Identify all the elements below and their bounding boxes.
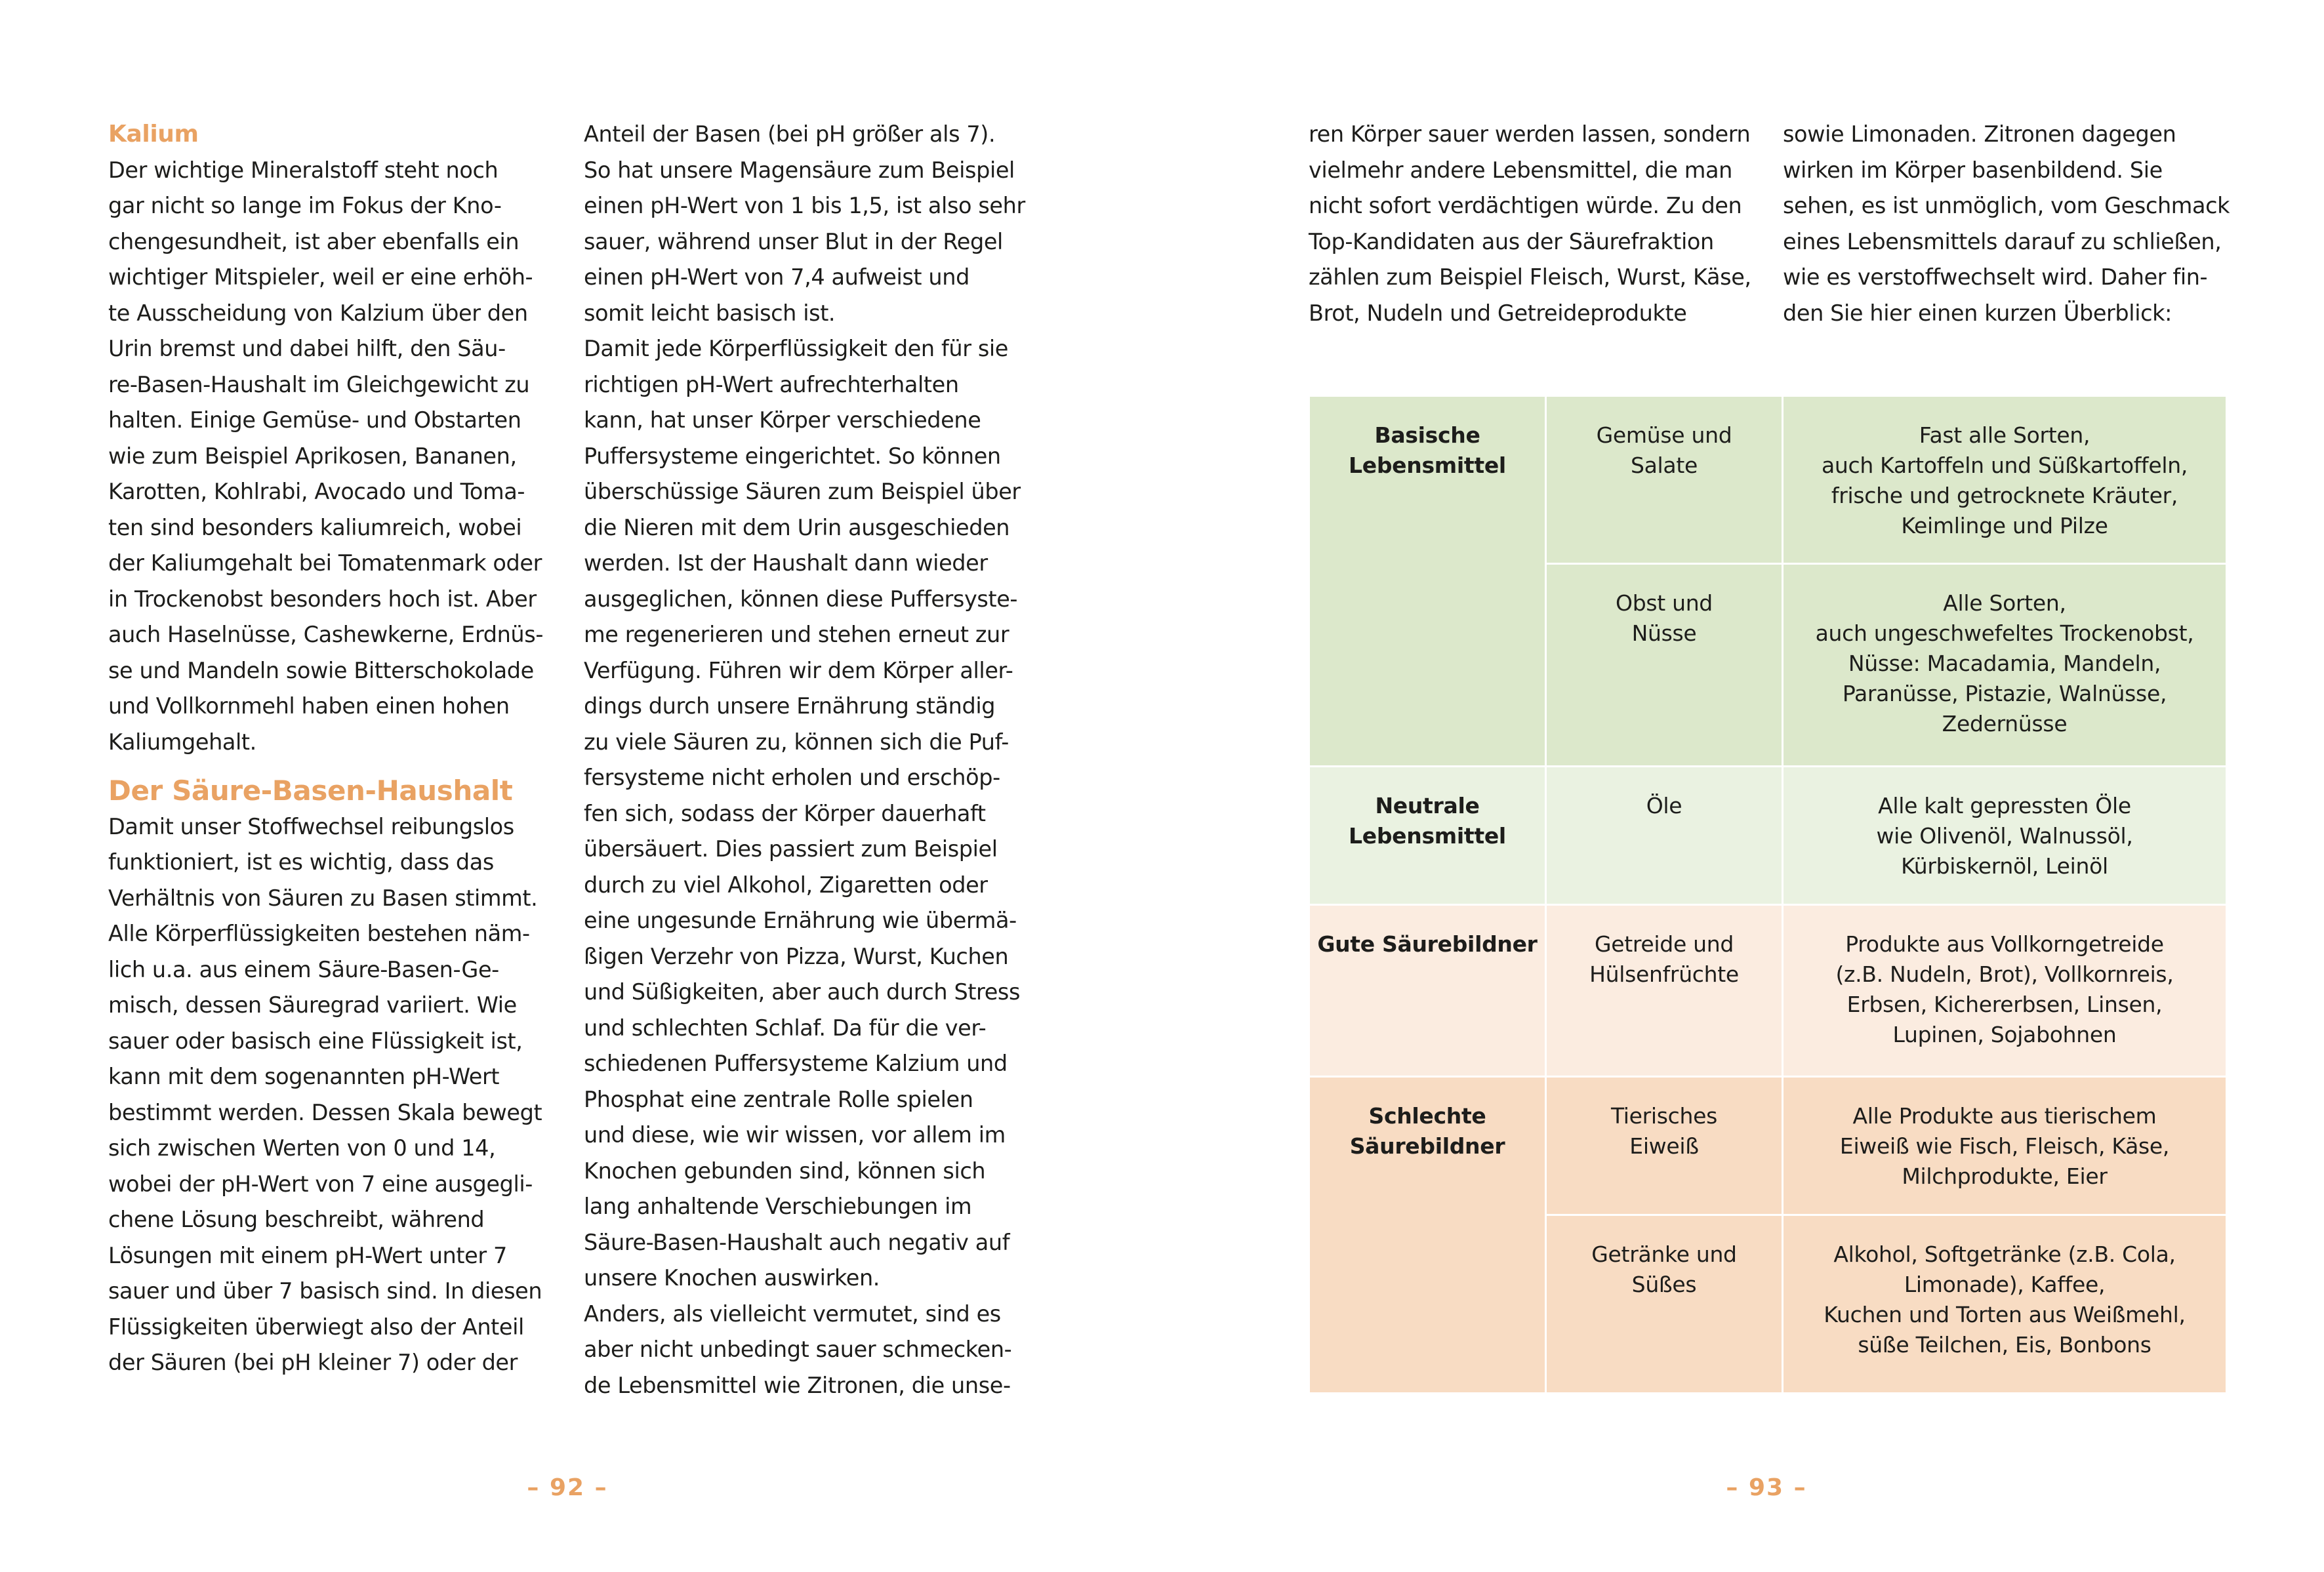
text-line: Knochen gebunden sind, können sich xyxy=(584,1158,986,1184)
food-table-body xyxy=(1309,396,2227,1394)
text-line: bestimmt werden. Dessen Skala bewegt xyxy=(108,1099,542,1125)
cell-line: auch Kartoffeln und Süßkartoffeln, xyxy=(1821,453,2188,478)
cell-line: Gute Säurebildner xyxy=(1317,931,1538,957)
table-row xyxy=(1309,905,2227,1077)
cell-line: Hülsenfrüchte xyxy=(1589,961,1739,987)
food-type-cell xyxy=(1546,767,1783,905)
text-line: dings durch unsere Ernährung ständig xyxy=(584,693,996,719)
food-type-cell xyxy=(1546,905,1783,1077)
text-line: Damit jede Körperflüssigkeit den für sie xyxy=(584,336,1008,361)
text-line: eine ungesunde Ernährung wie übermä- xyxy=(584,908,1017,933)
text-line: Flüssigkeiten überwiegt also der Anteil xyxy=(108,1314,524,1340)
cell-line: auch ungeschwefeltes Trockenobst, xyxy=(1815,620,2194,646)
text-line: Puffersysteme eingerichtet. So können xyxy=(584,443,1001,469)
text-line: richtigen pH-Wert aufrechterhalten xyxy=(584,371,959,397)
text-line: der Säuren (bei pH kleiner 7) oder der xyxy=(108,1350,518,1375)
text-line: Phosphat eine zentrale Rolle spielen xyxy=(584,1086,973,1112)
text-line: wie zum Beispiel Aprikosen, Bananen, xyxy=(108,443,517,469)
text-line: Brot, Nudeln und Getreideprodukte xyxy=(1309,300,1687,326)
cell-line: Gemüse und xyxy=(1596,422,1732,448)
text-line: Urin bremst und dabei hilft, den Säu- xyxy=(108,336,506,361)
text-line: und Süßigkeiten, aber auch durch Stress xyxy=(584,979,1021,1005)
saeure-basen-paragraph xyxy=(108,809,567,1381)
column-2-paragraphs xyxy=(584,117,1043,1403)
text-line: zählen zum Beispiel Fleisch, Wurst, Käse, xyxy=(1309,264,1751,290)
text-line: misch, dessen Säuregrad variiert. Wie xyxy=(108,992,517,1018)
examples-cell xyxy=(1783,564,2227,767)
food-type-cell xyxy=(1546,1215,1783,1394)
text-line: funktioniert, ist es wichtig, dass das xyxy=(108,849,494,875)
table-row xyxy=(1309,767,2227,905)
cell-line: Eiweiß xyxy=(1629,1133,1699,1159)
cell-line: Lebensmittel xyxy=(1349,453,1506,478)
cell-line: wie Olivenöl, Walnussöl, xyxy=(1876,823,2133,849)
cell-line: Basische xyxy=(1374,422,1480,448)
text-line: sich zwischen Werten von 0 und 14, xyxy=(108,1135,496,1161)
cell-line: Kürbiskernöl, Leinöl xyxy=(1901,853,2108,879)
cell-line: Nüsse xyxy=(1631,620,1697,646)
text-line: Karotten, Kohlrabi, Avocado und Toma- xyxy=(108,479,525,504)
text-line: wobei der pH-Wert von 7 eine ausgegli- xyxy=(108,1171,533,1197)
text-line: sauer, während unser Blut in der Regel xyxy=(584,228,1003,254)
food-type-cell xyxy=(1546,396,1783,564)
text-line: werden. Ist der Haushalt dann wieder xyxy=(584,550,988,576)
cell-line: Alle Produkte aus tierischem xyxy=(1852,1103,2157,1129)
acid-base-food-table xyxy=(1308,395,2228,1394)
text-line: und diese, wie wir wissen, vor allem im xyxy=(584,1122,1006,1148)
cell-line: Kuchen und Torten aus Weißmehl, xyxy=(1824,1302,2186,1327)
text-line: die Nieren mit dem Urin ausgeschieden xyxy=(584,514,1010,540)
text-line: Säure-Basen-Haushalt auch negativ auf xyxy=(584,1229,1010,1255)
text-line: einen pH-Wert von 7,4 aufweist und xyxy=(584,264,969,290)
text-line: Top-Kandidaten aus der Säurefraktion xyxy=(1309,228,1714,254)
text-line: nicht sofort verdächtigen würde. Zu den xyxy=(1309,193,1742,218)
cell-line: Säurebildner xyxy=(1349,1133,1505,1159)
cell-line: Alkohol, Softgetränke (z.B. Cola, xyxy=(1833,1241,2176,1267)
text-line: se und Mandeln sowie Bitterschokolade xyxy=(108,657,534,683)
text-line: durch zu viel Alkohol, Zigaretten oder xyxy=(584,872,988,898)
category-cell xyxy=(1309,396,1546,767)
text-line: chengesundheit, ist aber ebenfalls ein xyxy=(108,228,520,254)
text-line: wirken im Körper basenbildend. Sie xyxy=(1783,157,2163,183)
category-cell xyxy=(1309,1077,1546,1394)
text-line: re-Basen-Haushalt im Gleichgewicht zu xyxy=(108,371,530,397)
text-line: lich u.a. aus einem Säure-Basen-Ge- xyxy=(108,956,499,982)
cell-line: Tierisches xyxy=(1610,1103,1718,1129)
kalium-paragraph xyxy=(108,153,567,761)
examples-cell xyxy=(1783,905,2227,1077)
text-line: halten. Einige Gemüse- und Obstarten xyxy=(108,407,521,433)
table-row xyxy=(1309,1077,2227,1215)
text-line: schiedenen Puffersysteme Kalzium und xyxy=(584,1051,1008,1076)
text-line: somit leicht basisch ist. xyxy=(584,300,836,326)
left-page-column-1 xyxy=(108,117,567,1381)
text-line: wie es verstoffwechselt wird. Daher fin- xyxy=(1783,264,2208,290)
food-type-cell xyxy=(1546,564,1783,767)
text-line: sowie Limonaden. Zitronen dagegen xyxy=(1783,121,2176,147)
text-line: ausgeglichen, können diese Puffersyste- xyxy=(584,586,1018,612)
right-column-1-paragraph xyxy=(1309,117,1768,331)
text-line: und Vollkornmehl haben einen hohen xyxy=(108,693,510,719)
text-line: der Kaliumgehalt bei Tomatenmark oder xyxy=(108,550,542,576)
text-line: te Ausscheidung von Kalzium über den xyxy=(108,300,528,326)
cell-line: Erbsen, Kichererbsen, Linsen, xyxy=(1846,992,2163,1017)
text-line: Kaliumgehalt. xyxy=(108,729,256,755)
page-number-left: – 92 – xyxy=(527,1474,608,1501)
examples-cell xyxy=(1783,1215,2227,1394)
cell-line: Produkte aus Vollkorngetreide xyxy=(1845,931,2164,957)
text-line: ten sind besonders kaliumreich, wobei xyxy=(108,514,522,540)
text-line: fersysteme nicht erholen und erschöp- xyxy=(584,765,1000,790)
text-line: unsere Knochen auswirken. xyxy=(584,1265,880,1291)
cell-line: Getränke und xyxy=(1591,1241,1737,1267)
examples-cell xyxy=(1783,767,2227,905)
text-line: Damit unser Stoffwechsel reibungslos xyxy=(108,813,514,839)
right-page-column-2 xyxy=(1783,117,2242,331)
text-line: fen sich, sodass der Körper dauerhaft xyxy=(584,800,986,826)
text-line: aber nicht unbedingt sauer schmecken- xyxy=(584,1337,1012,1362)
category-cell xyxy=(1309,767,1546,905)
cell-line: süße Teilchen, Eis, Bonbons xyxy=(1858,1332,2151,1358)
text-line: wichtiger Mitspieler, weil er eine erhöh- xyxy=(108,264,533,290)
cell-line: Salate xyxy=(1630,453,1698,478)
text-line: Verfügung. Führen wir dem Körper aller- xyxy=(584,657,1013,683)
table-row xyxy=(1309,396,2227,564)
text-line: Alle Körperflüssigkeiten bestehen näm- xyxy=(108,921,530,946)
text-line: Verhältnis von Säuren zu Basen stimmt. xyxy=(108,885,538,911)
heading-saeure-basen-haushalt: Der Säure-Basen-Haushalt xyxy=(108,775,513,807)
cell-line: Getreide und xyxy=(1594,931,1734,957)
text-line: sehen, es ist unmöglich, vom Geschmack xyxy=(1783,193,2230,218)
text-line: zu viele Säuren zu, können sich die Puf- xyxy=(584,729,1009,755)
cell-line: Schlechte xyxy=(1368,1103,1486,1129)
cell-line: (z.B. Nudeln, Brot), Vollkornreis, xyxy=(1835,961,2174,987)
text-line: und schlechten Schlaf. Da für die ver- xyxy=(584,1015,987,1041)
cell-line: Eiweiß wie Fisch, Fleisch, Käse, xyxy=(1839,1133,2170,1159)
text-line: vielmehr andere Lebensmittel, die man xyxy=(1309,157,1732,183)
text-line: ren Körper sauer werden lassen, sondern xyxy=(1309,121,1751,147)
text-line: übersäuert. Dies passiert zum Beispiel xyxy=(584,836,998,862)
text-line: kann, hat unser Körper verschiedene xyxy=(584,407,981,433)
heading-kalium: Kalium xyxy=(108,121,199,148)
cell-line: Neutrale xyxy=(1375,793,1480,818)
text-line: überschüssige Säuren zum Beispiel über xyxy=(584,479,1021,504)
category-cell xyxy=(1309,905,1546,1077)
text-line: einen pH-Wert von 1 bis 1,5, ist also sehr xyxy=(584,193,1025,218)
text-line: Der wichtige Mineralstoff steht noch xyxy=(108,157,499,183)
cell-line: Lebensmittel xyxy=(1349,823,1506,849)
text-line: chene Lösung beschreibt, während xyxy=(108,1207,485,1232)
left-page-column-2 xyxy=(584,117,1043,1403)
text-line: So hat unsere Magensäure zum Beispiel xyxy=(584,157,1015,183)
cell-line: Obst und xyxy=(1616,590,1713,616)
right-page-column-1 xyxy=(1309,117,1768,331)
right-column-2-paragraph xyxy=(1783,117,2242,331)
cell-line: Milchprodukte, Eier xyxy=(1902,1163,2108,1189)
page-number-right: – 93 – xyxy=(1726,1474,1807,1501)
cell-line: Süßes xyxy=(1631,1272,1697,1297)
cell-line: Keimlinge und Pilze xyxy=(1901,513,2108,538)
cell-line: Öle xyxy=(1646,793,1682,818)
text-line: me regenerieren und stehen erneut zur xyxy=(584,622,1009,647)
text-line: de Lebensmittel wie Zitronen, die unse- xyxy=(584,1372,1011,1398)
text-line: Anders, als vielleicht vermutet, sind es xyxy=(584,1300,1001,1327)
cell-line: Zedernüsse xyxy=(1942,711,2068,736)
cell-line: frische und getrocknete Kräuter, xyxy=(1831,483,2178,508)
text-line: kann mit dem sogenannten pH-Wert xyxy=(108,1064,500,1089)
text-line: in Trockenobst besonders hoch ist. Aber xyxy=(108,586,537,612)
text-line: sauer und über 7 basisch sind. In diesen xyxy=(108,1278,542,1304)
text-line: lang anhaltende Verschiebungen im xyxy=(584,1194,972,1219)
text-line: eines Lebensmittels darauf zu schließen, xyxy=(1783,228,2222,254)
text-line: sauer oder basisch eine Flüssigkeit ist, xyxy=(108,1028,523,1054)
examples-cell xyxy=(1783,396,2227,564)
text-line: Anteil der Basen (bei pH größer als 7). xyxy=(584,121,996,147)
cell-line: Alle kalt gepressten Öle xyxy=(1878,793,2131,818)
text-line: Lösungen mit einem pH-Wert unter 7 xyxy=(108,1242,507,1268)
cell-line: Alle Sorten, xyxy=(1943,590,2066,616)
text-line: den Sie hier einen kurzen Überblick: xyxy=(1783,300,2172,326)
text-line: ßigen Verzehr von Pizza, Wurst, Kuchen xyxy=(584,943,1009,969)
food-type-cell xyxy=(1546,1077,1783,1215)
cell-line: Limonade), Kaffee, xyxy=(1904,1272,2106,1297)
cell-line: Lupinen, Sojabohnen xyxy=(1892,1022,2117,1047)
examples-cell xyxy=(1783,1077,2227,1215)
text-line: auch Haselnüsse, Cashewkerne, Erdnüs- xyxy=(108,622,544,647)
cell-line: Paranüsse, Pistazie, Walnüsse, xyxy=(1842,681,2167,706)
text-line: gar nicht so lange im Fokus der Kno- xyxy=(108,193,502,218)
cell-line: Fast alle Sorten, xyxy=(1919,422,2090,448)
cell-line: Nüsse: Macadamia, Mandeln, xyxy=(1848,651,2161,676)
